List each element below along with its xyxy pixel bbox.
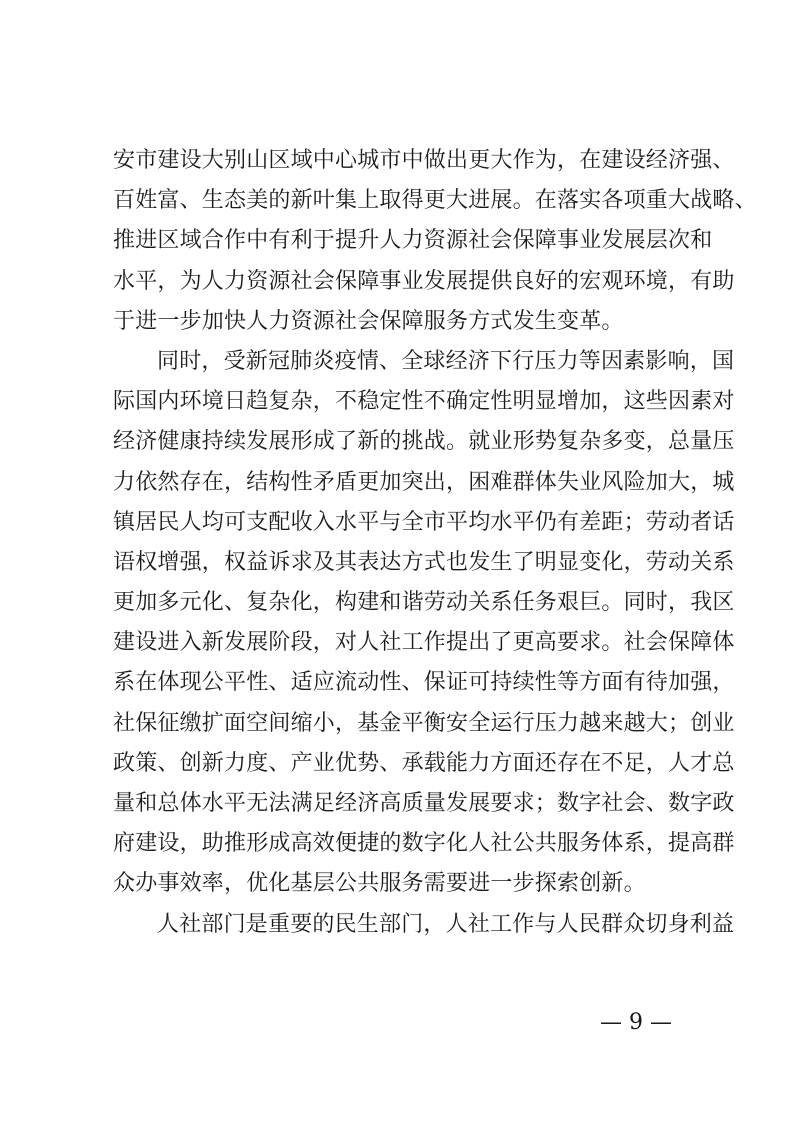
paragraph-line: 建设进入新发展阶段，对人社工作提出了更高要求。社会保障体 bbox=[113, 630, 735, 656]
paragraph-line: 力依然存在，结构性矛盾更加突出，困难群体失业风险加大，城 bbox=[113, 469, 735, 495]
paragraph-line: 安市建设大别山区域中心城市中做出更大作为，在建设经济强、 bbox=[113, 148, 735, 173]
paragraph-line: 人社部门是重要的民生部门，人社工作与人民群众切身利益 bbox=[157, 911, 735, 937]
page-number: — 9 — bbox=[600, 1010, 672, 1035]
paragraph-line: 经济健康持续发展形成了新的挑战。就业形势复杂多变，总量压 bbox=[113, 429, 735, 455]
paragraph-line: 于进一步加快人力资源社会保障服务方式发生变革。 bbox=[113, 308, 624, 334]
paragraph-line: 百姓富、生态美的新叶集上取得更大进展。在落实各项重大战略、 bbox=[113, 188, 757, 214]
body-text bbox=[113, 141, 757, 945]
paragraph-line: 水平，为人力资源社会保障事业发展提供良好的宏观环境，有助 bbox=[113, 268, 735, 294]
paragraph-line: 众办事效率，优化基层公共服务需要进一步探索创新。 bbox=[113, 871, 646, 897]
paragraph-line: 同时，受新冠肺炎疫情、全球经济下行压力等因素影响，国 bbox=[157, 348, 735, 374]
paragraph-line: 府建设，助推形成高效便捷的数字化人社公共服务体系，提高群 bbox=[113, 831, 735, 857]
paragraph-line: 社保征缴扩面空间缩小，基金平衡安全运行压力越来越大；创业 bbox=[113, 710, 735, 736]
paragraph-line: 镇居民人均可支配收入水平与全市平均水平仍有差距；劳动者话 bbox=[113, 509, 735, 535]
paragraph-line: 系在体现公平性、适应流动性、保证可持续性等方面有待加强， bbox=[113, 670, 735, 696]
paragraph-line: 际国内环境日趋复杂，不稳定性不确定性明显增加，这些因素对 bbox=[113, 389, 735, 415]
paragraph-line: 推进区域合作中有利于提升人力资源社会保障事业发展层次和 bbox=[113, 228, 713, 254]
paragraph-line: 量和总体水平无法满足经济高质量发展要求；数字社会、数字政 bbox=[113, 791, 735, 816]
paragraph-line: 语权增强，权益诉求及其表达方式也发生了明显变化，劳动关系 bbox=[113, 549, 735, 575]
paragraph-line: 政策、创新力度、产业优势、承载能力方面还存在不足，人才总 bbox=[113, 750, 735, 776]
paragraph-line: 更加多元化、复杂化，构建和谐劳动关系任务艰巨。同时，我区 bbox=[113, 590, 735, 616]
